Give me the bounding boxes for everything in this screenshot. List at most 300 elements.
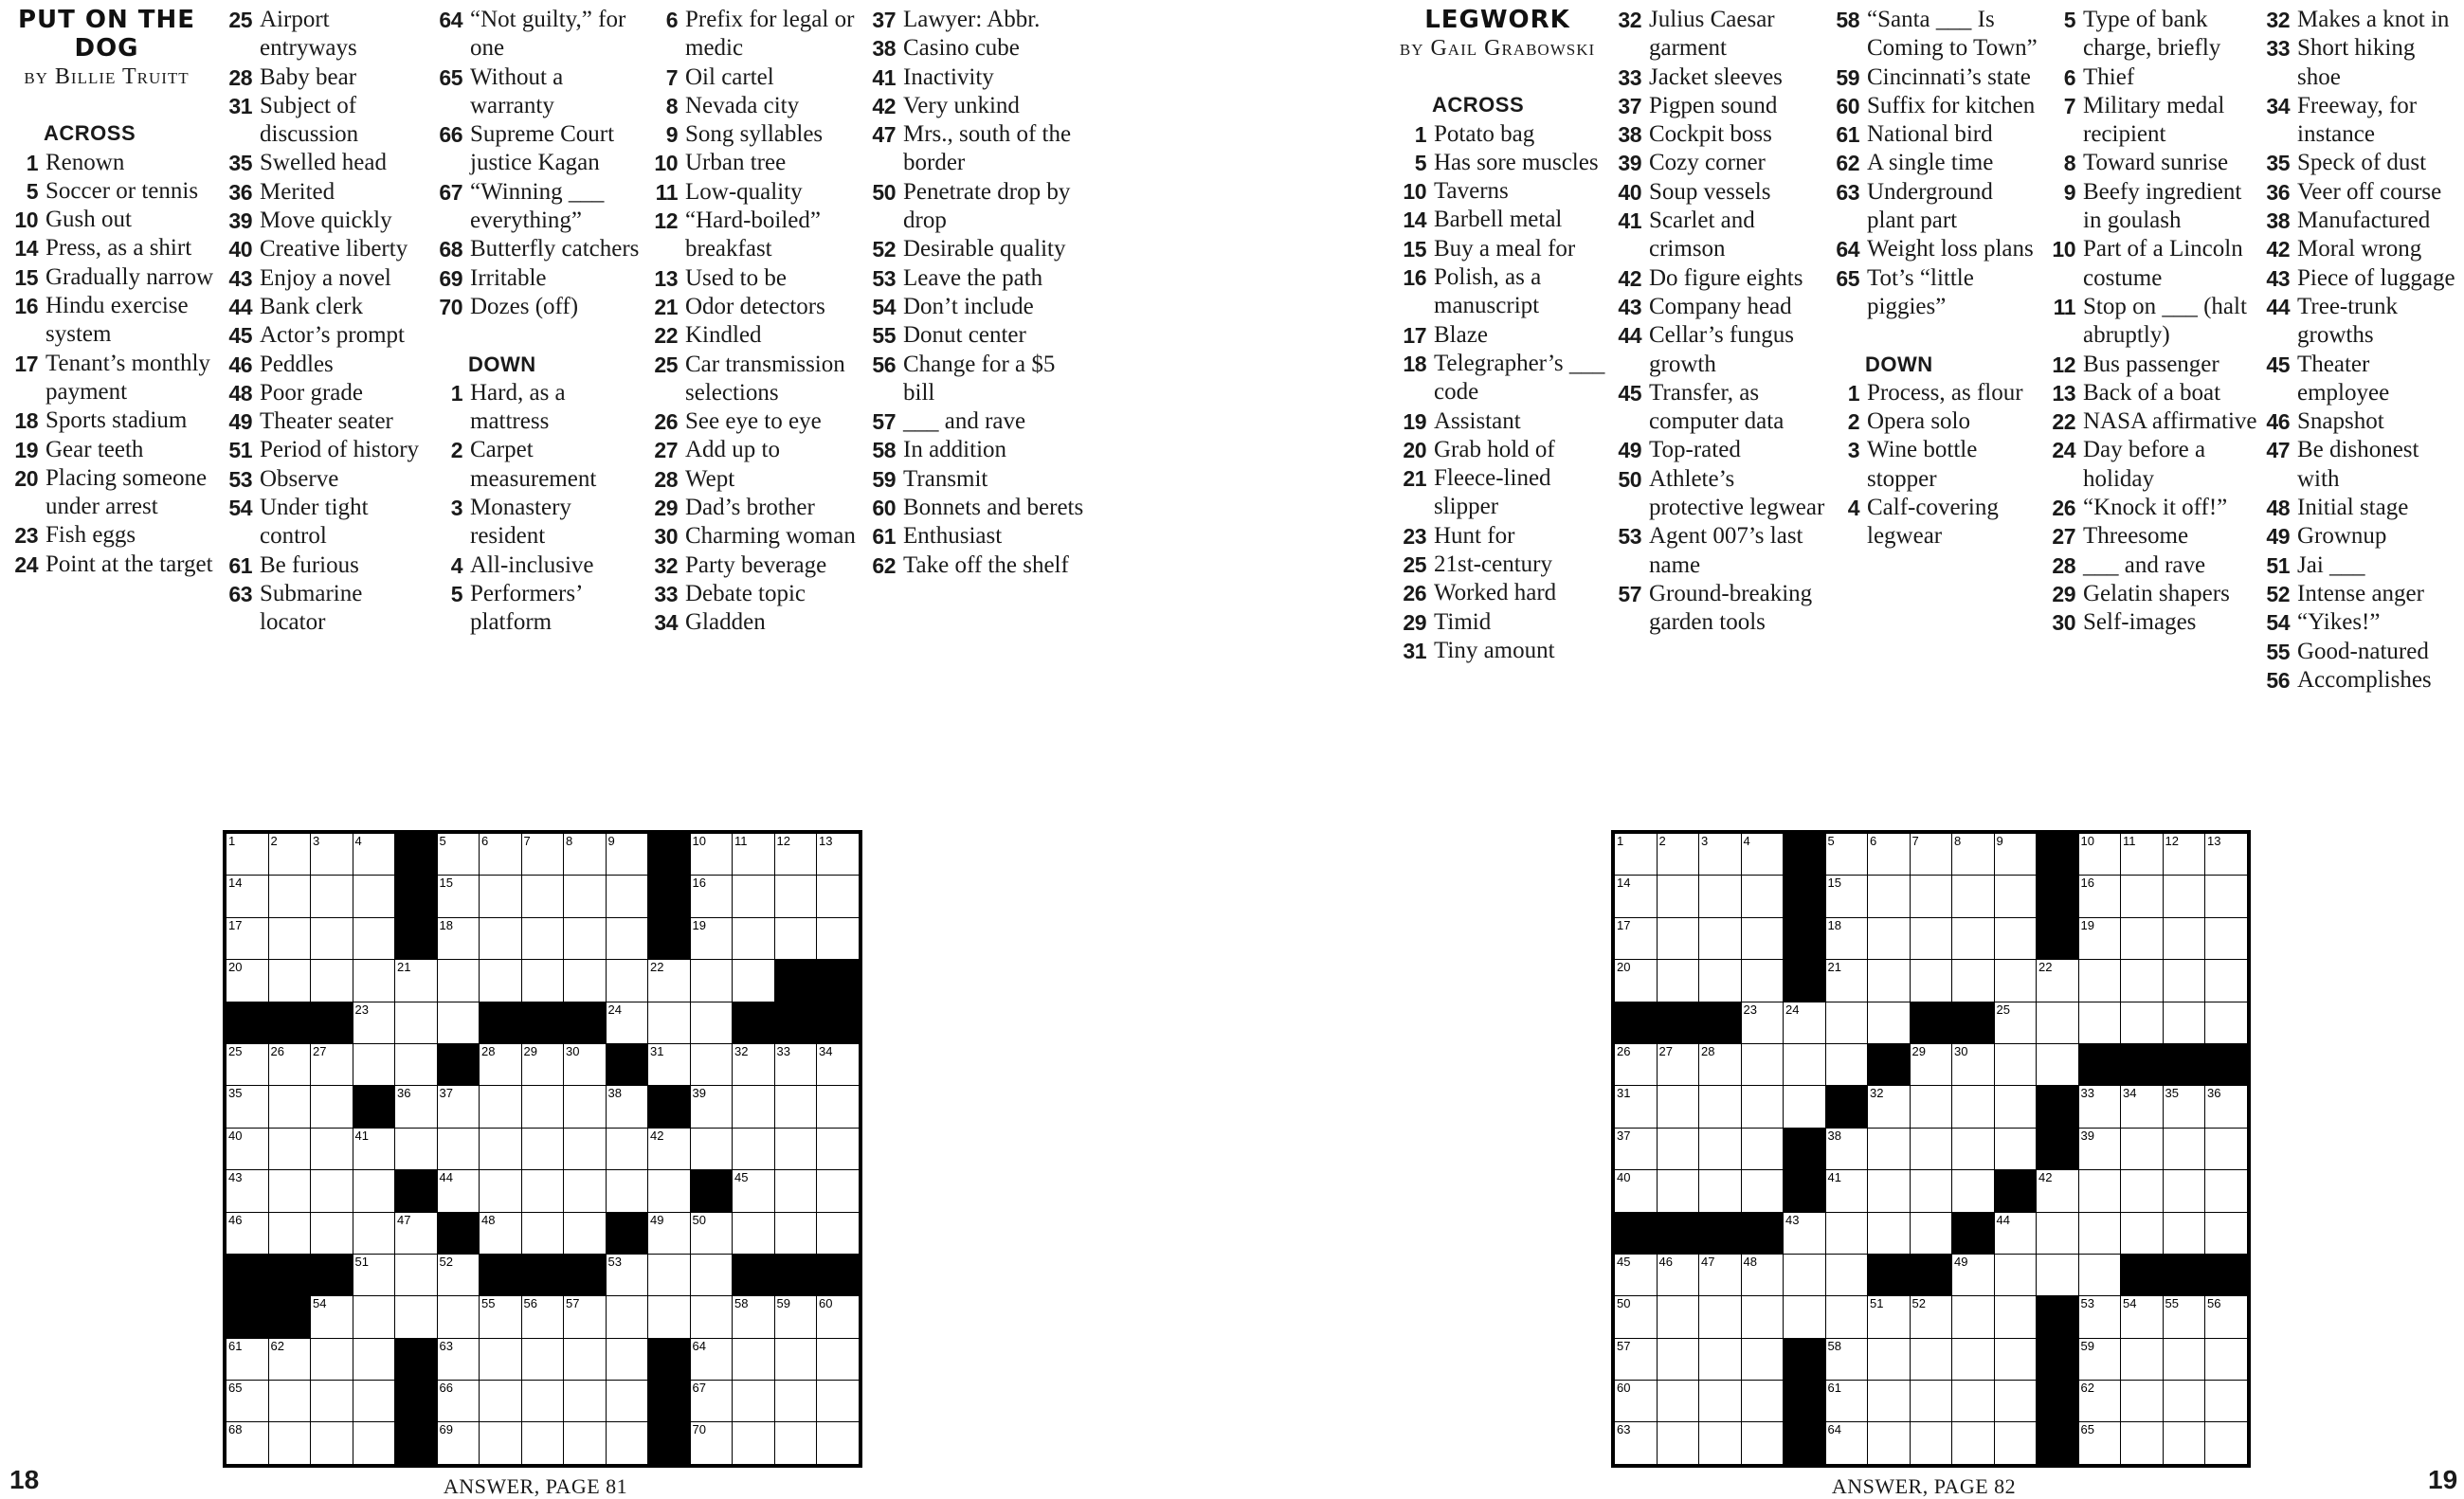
clue-item[interactable] [640,120,867,149]
grid-cell[interactable] [311,834,353,875]
grid-cell[interactable] [311,1170,353,1211]
clue-item[interactable] [214,465,432,494]
clue-item[interactable] [640,63,867,92]
clue-item[interactable] [858,551,1085,580]
grid-cell[interactable] [691,1422,733,1463]
clue-item[interactable] [858,120,1085,178]
grid-cell[interactable] [775,1086,817,1127]
grid-cell[interactable] [269,1422,311,1463]
clue-item[interactable] [214,264,432,293]
clue-item[interactable] [0,206,213,234]
grid-cell[interactable] [817,1129,859,1169]
grid-cell[interactable] [648,1002,690,1043]
clue-item[interactable] [425,6,644,63]
grid-cell[interactable] [226,1086,268,1127]
grid-cell[interactable] [522,834,564,875]
grid-cell[interactable] [691,1213,733,1254]
grid-cell[interactable] [311,1086,353,1127]
grid-cell[interactable] [1615,1044,1657,1085]
grid-cell[interactable] [353,1002,395,1043]
clue-item[interactable] [1388,608,1606,637]
grid-cell[interactable] [2037,1002,2078,1043]
grid-cell[interactable] [1742,834,1784,875]
clue-item[interactable] [1603,321,1826,379]
grid-cell[interactable] [1742,1044,1784,1085]
grid-cell[interactable] [1911,1339,1952,1380]
grid-cell[interactable] [817,918,859,959]
grid-cell[interactable] [733,1086,774,1127]
clue-item[interactable] [640,407,867,436]
clue-item[interactable] [640,149,867,177]
grid-cell[interactable] [817,1381,859,1421]
grid-cell[interactable] [1615,1129,1657,1169]
grid-cell[interactable] [2121,1002,2163,1043]
grid-cell[interactable] [2164,834,2205,875]
clue-item[interactable] [2038,379,2257,407]
grid-cell[interactable] [2121,1422,2163,1463]
grid-cell[interactable] [1826,1296,1868,1337]
grid-cell[interactable] [1699,1381,1741,1421]
clue-item[interactable] [2038,178,2257,236]
clue-item[interactable] [640,580,867,608]
grid-cell[interactable] [311,1296,353,1337]
clue-item[interactable] [1821,235,2041,263]
clue-item[interactable] [1603,149,1826,177]
grid-cell[interactable] [522,1086,564,1127]
clue-item[interactable] [1388,235,1606,263]
clue-item[interactable] [2252,407,2464,436]
clue-item[interactable] [2038,436,2257,494]
grid-cell[interactable] [438,1381,480,1421]
grid-cell[interactable] [1826,1044,1868,1085]
clue-item[interactable] [640,494,867,522]
grid-cell[interactable] [353,1170,395,1211]
grid-cell[interactable] [1826,876,1868,916]
grid-cell[interactable] [1911,1170,1952,1211]
grid-cell[interactable] [2037,1213,2078,1254]
grid-cell[interactable] [269,1170,311,1211]
clue-item[interactable] [1821,92,2041,120]
grid-cell[interactable] [733,1044,774,1085]
clue-item[interactable] [1821,178,2041,236]
grid-cell[interactable] [522,1044,564,1085]
clue-item[interactable] [640,436,867,464]
grid-cell[interactable] [269,1381,311,1421]
clue-item[interactable] [1603,63,1826,92]
clue-item[interactable] [1388,522,1606,551]
grid-cell[interactable] [353,1339,395,1380]
grid-cell[interactable] [817,1422,859,1463]
clue-item[interactable] [1603,178,1826,207]
grid-cell[interactable] [775,1422,817,1463]
grid-cell[interactable] [1868,918,1910,959]
clue-item[interactable] [425,264,644,293]
grid-cell[interactable] [1868,1422,1910,1463]
grid-cell[interactable] [1826,834,1868,875]
clue-item[interactable] [2252,6,2464,34]
grid-cell[interactable] [2121,1296,2163,1337]
grid-cell[interactable] [522,1170,564,1211]
grid-cell[interactable] [1826,1002,1868,1043]
grid-cell[interactable] [1826,1255,1868,1295]
clue-item[interactable] [214,207,432,235]
grid-cell[interactable] [775,1044,817,1085]
grid-cell[interactable] [395,960,437,1001]
grid-cell[interactable] [1658,1170,1699,1211]
grid-cell[interactable] [1826,960,1868,1001]
clue-item[interactable] [858,407,1085,436]
clue-item[interactable] [1388,464,1606,522]
grid-cell[interactable] [775,1381,817,1421]
grid-cell[interactable] [1699,1339,1741,1380]
grid-cell[interactable] [1995,1255,2037,1295]
grid-cell[interactable] [2121,1170,2163,1211]
grid-cell[interactable] [2205,1086,2247,1127]
grid-cell[interactable] [1995,1339,2037,1380]
grid-cell[interactable] [1995,1086,2037,1127]
clue-item[interactable] [214,63,432,92]
grid-cell[interactable] [2079,1170,2121,1211]
clue-item[interactable] [858,235,1085,263]
grid-cell[interactable] [480,1339,521,1380]
clue-item[interactable] [214,235,432,263]
grid-cell[interactable] [2037,1044,2078,1085]
grid-cell[interactable] [775,1339,817,1380]
grid-cell[interactable] [2121,834,2163,875]
grid-cell[interactable] [226,1044,268,1085]
grid-cell[interactable] [2079,1002,2121,1043]
grid-cell[interactable] [1868,876,1910,916]
grid-cell[interactable] [269,960,311,1001]
grid-cell[interactable] [1658,1422,1699,1463]
grid-cell[interactable] [775,876,817,916]
grid-cell[interactable] [1952,1170,1994,1211]
grid-cell[interactable] [1699,1086,1741,1127]
grid-cell[interactable] [648,1044,690,1085]
grid-cell[interactable] [564,876,606,916]
grid-cell[interactable] [311,918,353,959]
grid-cell[interactable] [395,1255,437,1295]
grid-cell[interactable] [480,834,521,875]
grid-cell[interactable] [1911,1086,1952,1127]
clue-item[interactable] [858,494,1085,522]
grid-cell[interactable] [1868,1086,1910,1127]
grid-cell[interactable] [2164,1213,2205,1254]
grid-cell[interactable] [2164,1002,2205,1043]
grid-cell[interactable] [817,1339,859,1380]
grid-cell[interactable] [438,876,480,916]
clue-item[interactable] [2038,494,2257,522]
clue-item[interactable] [0,436,213,464]
grid-cell[interactable] [2205,1129,2247,1169]
grid-cell[interactable] [1995,1213,2037,1254]
grid-cell[interactable] [564,1086,606,1127]
grid-cell[interactable] [1868,1129,1910,1169]
grid-cell[interactable] [817,1086,859,1127]
grid-cell[interactable] [775,1296,817,1337]
grid-cell[interactable] [1784,1213,1825,1254]
grid-cell[interactable] [691,1296,733,1337]
grid-cell[interactable] [1742,918,1784,959]
grid-cell[interactable] [1615,1339,1657,1380]
grid-cell[interactable] [1699,960,1741,1001]
grid-cell[interactable] [817,1296,859,1337]
clue-item[interactable] [0,464,213,522]
grid-cell[interactable] [564,960,606,1001]
grid-cell[interactable] [817,876,859,916]
grid-cell[interactable] [733,876,774,916]
grid-cell[interactable] [564,834,606,875]
clue-item[interactable] [425,63,644,121]
grid-cell[interactable] [2164,1129,2205,1169]
grid-cell[interactable] [226,1129,268,1169]
grid-cell[interactable] [353,918,395,959]
grid-cell[interactable] [311,1044,353,1085]
clue-item[interactable] [1388,206,1606,234]
clue-item[interactable] [1603,92,1826,120]
grid-cell[interactable] [1911,1213,1952,1254]
clue-item[interactable] [0,177,213,206]
grid-cell[interactable] [733,1381,774,1421]
clue-item[interactable] [1388,177,1606,206]
grid-cell[interactable] [1868,834,1910,875]
grid-cell[interactable] [648,1255,690,1295]
grid-cell[interactable] [2205,1170,2247,1211]
grid-cell[interactable] [1826,1422,1868,1463]
clue-item[interactable] [1388,579,1606,607]
grid-cell[interactable] [1826,1381,1868,1421]
grid-cell[interactable] [1658,1381,1699,1421]
grid-cell[interactable] [522,1213,564,1254]
clue-item[interactable] [2038,6,2257,63]
grid-cell[interactable] [2079,1296,2121,1337]
grid-cell[interactable] [2121,918,2163,959]
clue-item[interactable] [425,120,644,178]
grid-cell[interactable] [607,1339,648,1380]
grid-cell[interactable] [564,1213,606,1254]
grid-cell[interactable] [1784,1002,1825,1043]
grid-cell[interactable] [1742,1422,1784,1463]
grid-cell[interactable] [1995,918,2037,959]
clue-item[interactable] [1821,379,2041,407]
grid-cell[interactable] [269,1044,311,1085]
grid-cell[interactable] [1911,1422,1952,1463]
clue-item[interactable] [1388,321,1606,350]
clue-item[interactable] [2038,149,2257,177]
grid-cell[interactable] [1911,1044,1952,1085]
grid-cell[interactable] [775,1170,817,1211]
grid-cell[interactable] [1868,1170,1910,1211]
clue-item[interactable] [1388,436,1606,464]
grid-cell[interactable] [607,876,648,916]
clue-item[interactable] [858,522,1085,551]
grid-cell[interactable] [2121,1086,2163,1127]
grid-cell[interactable] [1826,1213,1868,1254]
clue-item[interactable] [214,321,432,350]
clue-item[interactable] [214,436,432,464]
grid-cell[interactable] [1826,1129,1868,1169]
grid-cell[interactable] [691,834,733,875]
grid-cell[interactable] [607,1129,648,1169]
grid-cell[interactable] [817,1044,859,1085]
clue-item[interactable] [640,608,867,637]
grid-cell[interactable] [1995,1129,2037,1169]
grid-cell[interactable] [1742,876,1784,916]
grid-cell[interactable] [2121,1129,2163,1169]
grid-cell[interactable] [1699,1296,1741,1337]
clue-item[interactable] [640,293,867,321]
grid-cell[interactable] [395,1002,437,1043]
grid-cell[interactable] [691,918,733,959]
grid-cell[interactable] [1868,960,1910,1001]
grid-cell[interactable] [1615,918,1657,959]
grid-cell[interactable] [353,1129,395,1169]
grid-cell[interactable] [1615,834,1657,875]
clue-item[interactable] [2038,580,2257,608]
grid-cell[interactable] [733,1170,774,1211]
grid-cell[interactable] [2164,1296,2205,1337]
grid-cell[interactable] [1826,1339,1868,1380]
grid-cell[interactable] [1911,1381,1952,1421]
clue-item[interactable] [425,235,644,263]
grid-cell[interactable] [1699,1129,1741,1169]
grid-cell[interactable] [438,834,480,875]
clue-item[interactable] [2252,149,2464,177]
grid-cell[interactable] [1952,1044,1994,1085]
grid-cell[interactable] [564,1129,606,1169]
grid-cell[interactable] [2037,960,2078,1001]
grid-cell[interactable] [1995,1044,2037,1085]
grid-cell[interactable] [648,1170,690,1211]
clue-item[interactable] [2252,34,2464,92]
clue-item[interactable] [2252,666,2464,695]
grid-cell[interactable] [691,876,733,916]
clue-item[interactable] [2252,351,2464,408]
clue-item[interactable] [1388,263,1606,321]
clue-item[interactable] [1603,465,1826,523]
clue-item[interactable] [2038,235,2257,293]
grid-cell[interactable] [607,1002,648,1043]
clue-item[interactable] [858,465,1085,494]
clue-item[interactable] [0,521,213,550]
grid-cell[interactable] [691,1129,733,1169]
grid-cell[interactable] [607,1255,648,1295]
grid-cell[interactable] [522,1422,564,1463]
grid-cell[interactable] [1868,1339,1910,1380]
grid-cell[interactable] [2079,1129,2121,1169]
grid-cell[interactable] [353,1255,395,1295]
grid-cell[interactable] [607,1296,648,1337]
clue-item[interactable] [214,379,432,407]
grid-cell[interactable] [2079,960,2121,1001]
grid-cell[interactable] [438,1170,480,1211]
clue-item[interactable] [0,292,213,350]
clue-item[interactable] [1388,149,1606,177]
grid-cell[interactable] [1952,918,1994,959]
clue-item[interactable] [858,178,1085,236]
grid-cell[interactable] [2205,1296,2247,1337]
clue-item[interactable] [425,178,644,236]
clue-item[interactable] [214,494,432,551]
grid-cell[interactable] [1952,1129,1994,1169]
clue-item[interactable] [858,34,1085,63]
clue-item[interactable] [425,551,644,580]
grid-cell[interactable] [480,876,521,916]
clue-item[interactable] [214,293,432,321]
grid-cell[interactable] [480,1381,521,1421]
clue-item[interactable] [858,321,1085,350]
clue-item[interactable] [2252,92,2464,150]
grid-cell[interactable] [2164,918,2205,959]
grid-cell[interactable] [1699,1255,1741,1295]
grid-cell[interactable] [564,1422,606,1463]
clue-item[interactable] [640,522,867,551]
grid-cell[interactable] [438,960,480,1001]
grid-cell[interactable] [1658,834,1699,875]
grid-cell[interactable] [2079,1213,2121,1254]
grid-cell[interactable] [226,1170,268,1211]
clue-item[interactable] [2038,551,2257,580]
grid-cell[interactable] [395,1213,437,1254]
grid-cell[interactable] [733,834,774,875]
grid-cell[interactable] [1658,1255,1699,1295]
grid-cell[interactable] [1615,876,1657,916]
grid-cell[interactable] [480,1129,521,1169]
clue-item[interactable] [2252,436,2464,494]
grid-cell[interactable] [1784,1044,1825,1085]
grid-cell[interactable] [691,1086,733,1127]
clue-item[interactable] [1603,207,1826,264]
grid-cell[interactable] [2037,1255,2078,1295]
grid-cell[interactable] [607,834,648,875]
clue-item[interactable] [640,465,867,494]
clue-item[interactable] [640,321,867,350]
grid-cell[interactable] [691,1381,733,1421]
grid-cell[interactable] [775,918,817,959]
grid-cell[interactable] [607,1086,648,1127]
grid-cell[interactable] [2037,1170,2078,1211]
clue-item[interactable] [2252,235,2464,263]
grid-cell[interactable] [1952,960,1994,1001]
clue-item[interactable] [2038,293,2257,351]
clue-item[interactable] [2038,63,2257,92]
grid-cell[interactable] [226,1381,268,1421]
grid-cell[interactable] [1952,1381,1994,1421]
grid-cell[interactable] [1742,1170,1784,1211]
clue-item[interactable] [640,551,867,580]
clue-item[interactable] [0,234,213,262]
grid-cell[interactable] [353,1296,395,1337]
grid-cell[interactable] [1952,1296,1994,1337]
grid-cell[interactable] [2164,876,2205,916]
clue-item[interactable] [0,149,213,177]
grid-cell[interactable] [226,1422,268,1463]
grid-cell[interactable] [1911,960,1952,1001]
grid-cell[interactable] [607,918,648,959]
grid-cell[interactable] [733,960,774,1001]
clue-item[interactable] [640,351,867,408]
clue-item[interactable] [2252,178,2464,207]
grid-cell[interactable] [2164,1422,2205,1463]
grid-cell[interactable] [2079,918,2121,959]
grid-cell[interactable] [1615,1086,1657,1127]
grid-cell[interactable] [269,1129,311,1169]
grid-cell[interactable] [2205,834,2247,875]
clue-item[interactable] [214,551,432,580]
grid-cell[interactable] [1742,1002,1784,1043]
crossword-grid-right[interactable] [1611,830,2251,1468]
clue-item[interactable] [2252,264,2464,293]
